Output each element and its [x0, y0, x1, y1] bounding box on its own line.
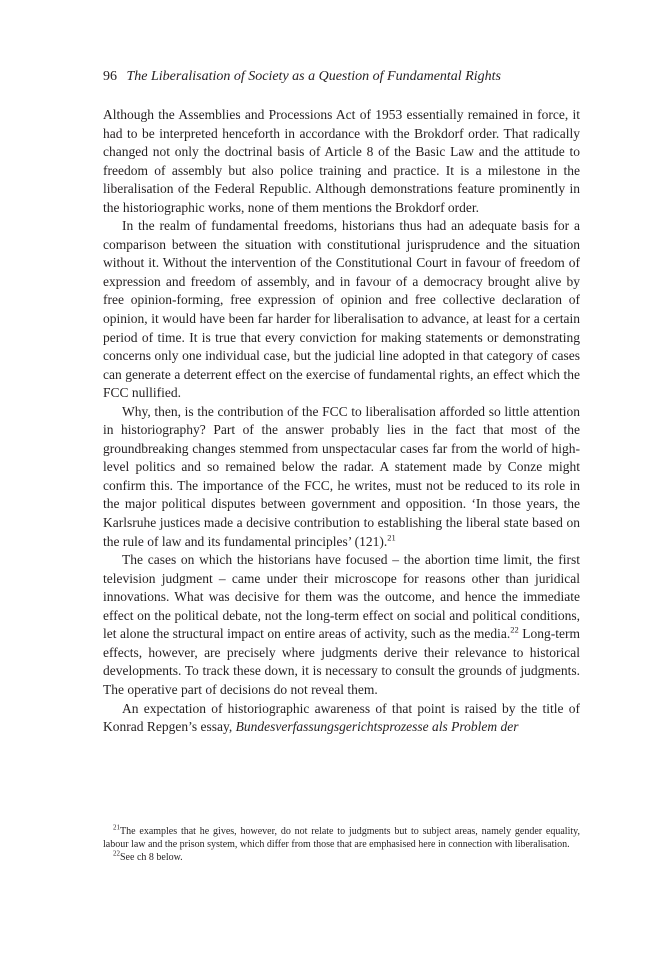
running-header — [103, 68, 583, 86]
paragraph: Why, then, is the contribution of the FCC to liberalisation afforded so little attention in historiography? Part of the answer probably lies in the fact that most of the groundbreaking changes stemmed from unspectacular cases far from the world of high-level politics and so remained below the radar. A statement made by Conze might confirm this. The importance of the FCC, he writes, must not be reduced to its role in the major political disputes between government and opposition. ‘In those years, the Karlsruhe justices made a decisive contribution to establishing the liberal state based on the rule of law and its fundamental principles’ (121).$^{21}$ — [103, 403, 580, 549]
paragraph: In the realm of fundamental freedoms, historians thus had an adequate basis for a comparison between the situation with constitutional jurisprudence and the situation without it. Without the intervention of the Constitutional Court in favour of freedom of expression and freedom of assembly, and in favour of a democracy brought alive by free opinion-forming, free expression of opinion and free collective declaration of opinion, it would have been far harder for liberalisation to advance, at least for a certain period of time. It is true that every conviction for making statements or demonstrating concerns only one individual case, but the judicial line adopted in that category of cases can generate a deterrent effect on the exercise of fundamental rights, an effect which the FCC nullified. — [103, 218, 580, 401]
body-text — [103, 106, 580, 737]
footnote — [103, 851, 580, 864]
essay-title: Bundesverfassungsgerichtsprozesse als Problem der — [235, 719, 519, 735]
footnote-ref-22[interactable]: 22 — [510, 624, 519, 635]
footnotes — [103, 825, 580, 864]
paragraph: Although the Assemblies and Processions Act of 1953 essentially remained in force, it had to be interpreted henceforth in accordance with the Brokdorf order. That radically changed not only the doctrinal basis of Article 8 of the Basic Law and the attitude to freedom of assembly but also police training and practice. It is a milestone in the liberalisation of the Federal Republic. Although demonstrations feature prominently in the historiographic works, none of them mentions the Brokdorf order. — [103, 107, 580, 215]
footnote-ref-21[interactable]: 21 — [387, 532, 396, 543]
footnote-text: See ch 8 below. — [120, 852, 183, 863]
paragraph: An expectation of historiographic awareness of that point is raised by the title of Konrad Repgen’s essay, Bundesverfassungsgerichtsprozesse als Problem der — [103, 700, 580, 735]
footnote-number: 21 — [113, 823, 120, 832]
page-number: 96 — [103, 69, 117, 84]
footnote-number: 22 — [113, 849, 120, 858]
footnote — [103, 825, 580, 851]
footnote-text: The examples that he gives, however, do not relate to judgments but to subject areas, namely gender equality, labour law and the prison system, which differ from those that are emphasised here in connection with liberalisation. — [103, 826, 580, 850]
paragraph: The cases on which the historians have focused – the abortion time limit, the first television judgment – came under their microscope for reasons other than juridical innovations. What was decisive for them was the outcome, and hence the immediate effect on the political debate, not the long-term effect on social and political conditions, let alone the structural impact on entire areas of activity, such as the media.$^{22}$ Long-term effects, however, are precisely where judgments derive their relevance to historical developments. To track these down, it is necessary to consult the grounds of judgments. The operative part of decisions do not reveal them. — [103, 552, 580, 697]
running-title: The Liberalisation of Society as a Question of Fundamental Rights — [126, 69, 501, 84]
